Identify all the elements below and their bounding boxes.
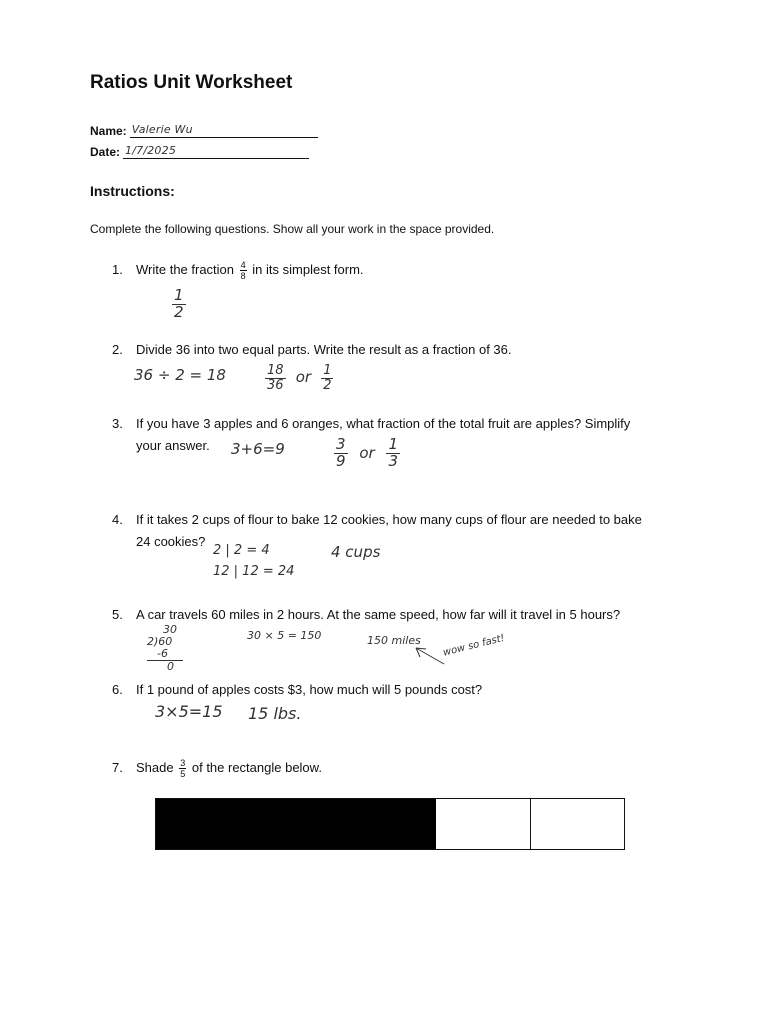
unshaded-part[interactable]	[531, 799, 624, 849]
question-text: A car travels 60 miles in 2 hours. At the same speed, how far will it travel in 5 hours?	[136, 607, 621, 622]
hw-or: or	[359, 443, 375, 462]
question-number: 4.	[112, 512, 123, 527]
fraction-denominator: 8	[240, 271, 246, 282]
question-text	[136, 413, 672, 457]
handwritten-fraction	[334, 437, 348, 470]
hw-quotient: 30	[163, 623, 177, 636]
question-number: 5.	[112, 607, 123, 622]
name-line[interactable]	[130, 122, 318, 138]
answer-2-calc: 36 ÷ 2 = 18	[134, 366, 226, 384]
shaded-part[interactable]	[249, 799, 342, 849]
answer-3-fractions	[334, 437, 400, 470]
hw-subtract: -6	[147, 648, 183, 661]
date-field	[90, 143, 309, 159]
question-text: If 1 pound of apples costs $3, how much will 5 pounds cost?	[136, 682, 483, 697]
answer-6: 15 lbs.	[248, 704, 302, 723]
date-value: 1/7/2025	[125, 144, 177, 157]
answer-5-note: wow so fast!	[442, 632, 506, 659]
answer-4-calc-line-2: 12 | 12 = 24	[213, 564, 295, 579]
handwritten-fraction	[386, 437, 400, 470]
question-text-before: Shade	[136, 760, 174, 775]
hw-denominator: 36	[267, 377, 284, 393]
question-text-line-2: your answer.	[136, 438, 210, 453]
hw-division: 2)60	[147, 635, 173, 648]
name-label: Name:	[90, 124, 127, 138]
answer-4-calc	[213, 540, 294, 582]
date-line[interactable]	[123, 143, 309, 159]
fraction-numerator: 4	[240, 260, 246, 271]
question-text	[136, 259, 672, 281]
answer-5-division	[147, 624, 183, 673]
instructions-text: Complete the following questions. Show all your work in the space provided.	[90, 222, 495, 236]
answer-1-work	[172, 288, 186, 321]
question-text-after: of the rectangle below.	[191, 760, 322, 775]
fraction	[179, 758, 186, 779]
fraction	[240, 260, 247, 281]
shaded-part[interactable]	[156, 799, 249, 849]
shaded-part[interactable]	[343, 799, 436, 849]
fraction-denominator: 5	[180, 769, 186, 780]
unshaded-part[interactable]	[436, 799, 530, 849]
hw-numerator: 1	[323, 363, 332, 378]
fraction-numerator: 3	[180, 758, 186, 769]
name-value: Valerie Wu	[131, 123, 193, 136]
question-text-line-1: If it takes 2 cups of flour to bake 12 cookies, how many cups of flour are needed to bake	[136, 512, 642, 527]
question-number: 2.	[112, 342, 123, 357]
answer-4: 4 cups	[331, 543, 381, 561]
date-label: Date:	[90, 145, 121, 159]
question-text-line-1: If you have 3 apples and 6 oranges, what fraction of the total fruit are apples? Simplify	[136, 416, 631, 431]
hw-denominator: 2	[174, 302, 184, 321]
question-4	[112, 509, 672, 553]
question-5	[112, 604, 672, 626]
question-text-before: Write the fraction	[136, 262, 235, 277]
hw-remainder: 0	[167, 660, 174, 673]
hw-numerator: 1	[174, 286, 184, 304]
question-2	[112, 339, 672, 361]
handwritten-fraction	[321, 364, 333, 392]
question-number: 7.	[112, 760, 123, 775]
hw-denominator: 3	[388, 451, 399, 470]
answer-3-calc: 3+6=9	[231, 440, 285, 458]
answer-5: 150 miles	[367, 634, 421, 647]
question-text	[136, 757, 672, 779]
worksheet-title: Ratios Unit Worksheet	[90, 72, 293, 93]
hw-denominator: 2	[323, 377, 332, 393]
question-6	[112, 679, 672, 701]
answer-5-calc: 30 × 5 = 150	[247, 629, 322, 642]
handwritten-fraction	[172, 288, 186, 321]
question-text-after: in its simplest form.	[252, 262, 364, 277]
question-text: Divide 36 into two equal parts. Write the result as a fraction of 36.	[136, 342, 512, 357]
hw-numerator: 1	[388, 435, 399, 453]
instructions-heading: Instructions:	[90, 183, 175, 199]
question-7	[112, 757, 672, 779]
hw-numerator: 18	[267, 363, 284, 378]
question-text-line-2: 24 cookies?	[136, 534, 206, 549]
hw-or: or	[295, 367, 312, 386]
handwritten-fraction	[265, 364, 286, 392]
question-number: 6.	[112, 682, 123, 697]
question-number: 3.	[112, 416, 123, 431]
question-1	[112, 259, 672, 281]
question-number: 1.	[112, 262, 123, 277]
arrow-icon	[410, 642, 446, 666]
answer-4-calc-line-1: 2 | 2 = 4	[213, 543, 270, 558]
shade-rectangle[interactable]	[155, 798, 625, 850]
answer-2-fractions	[265, 364, 333, 392]
hw-denominator: 9	[336, 451, 346, 470]
name-field	[90, 122, 318, 138]
hw-numerator: 3	[336, 435, 346, 453]
answer-6-calc: 3×5=15	[155, 702, 223, 721]
